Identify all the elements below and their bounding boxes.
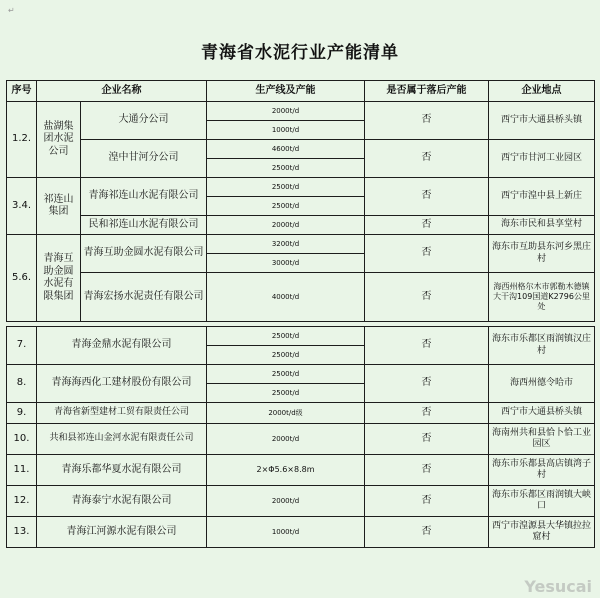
capacity-value: 1000t/d — [207, 121, 365, 140]
capacity-value: 2000t/d — [207, 424, 365, 455]
company-name: 青海祁连山水泥有限公司 — [81, 178, 207, 216]
location-value: 海东市乐都区雨润镇大峡口 — [489, 486, 595, 517]
lagging-value: 否 — [365, 486, 489, 517]
location-value: 海东市民和县享堂村 — [489, 216, 595, 235]
table-row — [7, 517, 595, 548]
capacity-value: 2500t/d — [207, 178, 365, 197]
row-number: 11. — [7, 455, 37, 486]
location-value: 海东市互助县东河乡黑庄村 — [489, 235, 595, 273]
group-name: 青海互助金圆水泥有限集团 — [37, 235, 81, 322]
company-name: 青海江河源水泥有限公司 — [37, 517, 207, 548]
col-header-no: 序号 — [7, 81, 37, 102]
capacity-value: 4600t/d — [207, 140, 365, 159]
company-name: 共和县祁连山金河水泥有限责任公司 — [37, 424, 207, 455]
company-name: 青海金鼎水泥有限公司 — [37, 327, 207, 365]
capacity-value: 2000t/d — [207, 486, 365, 517]
company-name: 湟中甘河分公司 — [81, 140, 207, 178]
paragraph-mark: ↵ — [8, 6, 15, 15]
location-value: 西宁市湟中县上新庄 — [489, 178, 595, 216]
row-number: 1.2. — [7, 102, 37, 178]
capacity-value: 2000t/d级 — [207, 403, 365, 424]
location-value: 海西州格尔木市郭勒木德镇大干沟109国道K2796公里处 — [489, 273, 595, 322]
lagging-value: 否 — [365, 327, 489, 365]
capacity-value: 2000t/d — [207, 102, 365, 121]
capacity-value: 2500t/d — [207, 197, 365, 216]
location-value: 西宁市大通县桥头镇 — [489, 102, 595, 140]
lagging-value: 否 — [365, 403, 489, 424]
col-header-capacity: 生产线及产能 — [207, 81, 365, 102]
location-value: 海东市乐都区雨润镇汉庄村 — [489, 327, 595, 365]
table-row — [7, 216, 595, 235]
location-value: 海西州德令哈市 — [489, 365, 595, 403]
table-row — [7, 486, 595, 517]
lagging-value: 否 — [365, 365, 489, 403]
table-row — [7, 424, 595, 455]
col-header-location: 企业地点 — [489, 81, 595, 102]
table-row — [7, 102, 595, 121]
location-value: 西宁市甘河工业园区 — [489, 140, 595, 178]
capacity-value: 2500t/d — [207, 327, 365, 346]
lagging-value: 否 — [365, 455, 489, 486]
location-value: 西宁市湟源县大华镇拉拉窟村 — [489, 517, 595, 548]
lagging-value: 否 — [365, 273, 489, 322]
row-number: 10. — [7, 424, 37, 455]
company-name: 青海泰宁水泥有限公司 — [37, 486, 207, 517]
company-name: 大通分公司 — [81, 102, 207, 140]
watermark: Yesucai — [524, 577, 592, 596]
lagging-value: 否 — [365, 235, 489, 273]
group-name: 祁连山集团 — [37, 178, 81, 235]
table-row — [7, 455, 595, 486]
lagging-value: 否 — [365, 517, 489, 548]
company-name: 青海互助金圆水泥有限公司 — [81, 235, 207, 273]
header-row — [7, 81, 595, 102]
capacity-table — [6, 80, 595, 548]
capacity-value: 3000t/d — [207, 254, 365, 273]
lagging-value: 否 — [365, 216, 489, 235]
row-number: 9. — [7, 403, 37, 424]
group-name: 盐湖集团水泥公司 — [37, 102, 81, 178]
table-row — [7, 178, 595, 197]
table-row — [7, 140, 595, 159]
col-header-lagging: 是否属于落后产能 — [365, 81, 489, 102]
capacity-value: 2500t/d — [207, 384, 365, 403]
capacity-value: 4000t/d — [207, 273, 365, 322]
capacity-value: 3200t/d — [207, 235, 365, 254]
row-number: 13. — [7, 517, 37, 548]
location-value: 海南州共和县恰卜恰工业园区 — [489, 424, 595, 455]
row-number: 12. — [7, 486, 37, 517]
table-row — [7, 327, 595, 346]
table-row — [7, 365, 595, 384]
table-row — [7, 273, 595, 322]
row-number: 3.4. — [7, 178, 37, 235]
table-row — [7, 403, 595, 424]
row-number: 7. — [7, 327, 37, 365]
row-number: 5.6. — [7, 235, 37, 322]
capacity-value: 2500t/d — [207, 365, 365, 384]
row-number: 8. — [7, 365, 37, 403]
location-value: 海东市乐都县高店镇湾子村 — [489, 455, 595, 486]
col-header-company: 企业名称 — [37, 81, 207, 102]
capacity-value: 2500t/d — [207, 159, 365, 178]
capacity-value: 2500t/d — [207, 346, 365, 365]
company-name: 民和祁连山水泥有限公司 — [81, 216, 207, 235]
lagging-value: 否 — [365, 178, 489, 216]
company-name: 青海宏扬水泥责任有限公司 — [81, 273, 207, 322]
lagging-value: 否 — [365, 102, 489, 140]
capacity-value: 2000t/d — [207, 216, 365, 235]
company-name: 青海乐都华夏水泥有限公司 — [37, 455, 207, 486]
table-row — [7, 235, 595, 254]
lagging-value: 否 — [365, 140, 489, 178]
company-name: 青海海西化工建材股份有限公司 — [37, 365, 207, 403]
page-title: 青海省水泥行业产能清单 — [201, 43, 399, 63]
capacity-value: 1000t/d — [207, 517, 365, 548]
location-value: 西宁市大通县桥头镇 — [489, 403, 595, 424]
lagging-value: 否 — [365, 424, 489, 455]
capacity-value: 2×Φ5.6×8.8m — [207, 455, 365, 486]
company-name: 青海省新型建材工贸有限责任公司 — [37, 403, 207, 424]
